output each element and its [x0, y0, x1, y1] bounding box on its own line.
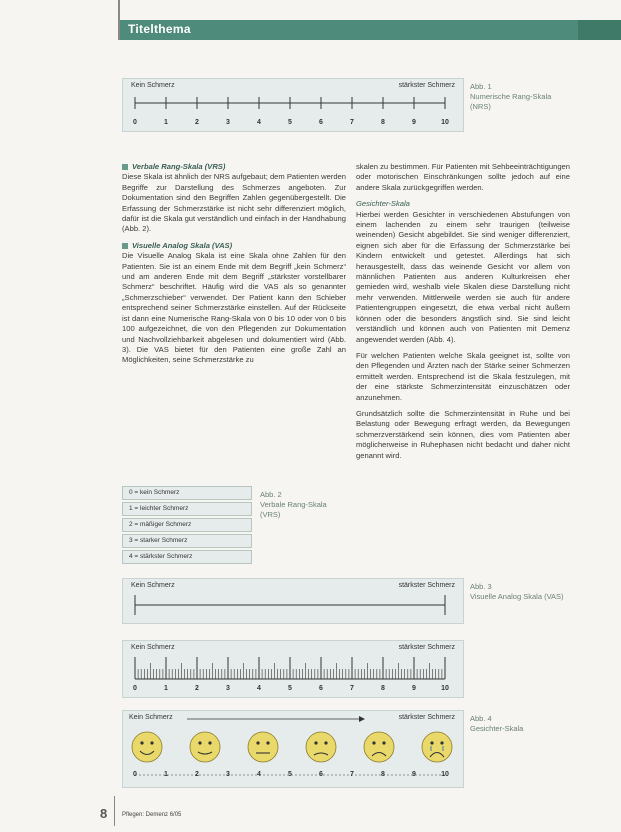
vas-numbers	[123, 685, 463, 695]
face-icon	[422, 732, 452, 762]
bullet-icon	[122, 164, 128, 170]
page-number: 8	[100, 806, 108, 821]
fig4-caption-title: Abb. 4	[470, 714, 492, 723]
vas-bottom-right-label: stärkster Schmerz	[398, 644, 455, 651]
faces-numbers	[123, 771, 463, 781]
face-icon	[248, 732, 278, 762]
nrs-number: 9	[412, 119, 416, 126]
faces-number: 10	[441, 771, 449, 778]
fig3-caption-title: Abb. 3	[470, 582, 492, 591]
fig4-caption-text: Gesichter-Skala	[470, 724, 524, 733]
face-icon	[306, 732, 336, 762]
continued-paragraph: skalen zu bestimmen. Für Patienten mit Sehbeeinträchtigungen oder motorischen Einschränkungen sollte jedoch auf eine andere Skala zurückgegriffen werden.	[356, 162, 570, 192]
header-bar	[120, 20, 600, 40]
vas-heading: Visuelle Analog Skala (VAS)	[132, 240, 233, 250]
faces-left-label: Kein Schmerz	[129, 714, 173, 721]
faces-number: 9	[412, 771, 416, 778]
vrs-heading: Verbale Rang-Skala (VRS)	[132, 162, 226, 171]
vas-heading-wrap	[122, 241, 346, 251]
faces-number: 3	[226, 771, 230, 778]
vas-number: 8	[381, 685, 385, 692]
face-icon	[364, 732, 394, 762]
nrs-number: 5	[288, 119, 292, 126]
vas-bottom-left-label: Kein Schmerz	[131, 644, 175, 651]
vas-top-left-label: Kein Schmerz	[131, 582, 175, 589]
footer-divider	[114, 796, 115, 826]
vas-number: 9	[412, 685, 416, 692]
selection-paragraph: Für welchen Patienten welche Skala geeignet ist, sollte von den Pflegenden und Ärzten nach der Stärke seiner Schmerzen ermittelt werden. Entsprechend ist die Skala festzulegen, mit der eine stärkste Schmerzintensität einzuschätzen oder anzunehmen.	[356, 350, 570, 402]
faces-figure	[122, 710, 464, 788]
vrs-heading-wrap	[122, 162, 346, 172]
nrs-scale-line	[123, 91, 463, 117]
section-title: Titelthema	[128, 22, 191, 36]
nrs-left-label: Kein Schmerz	[131, 82, 175, 89]
vrs-row: 3 = starker Schmerz	[122, 534, 252, 548]
faces-paragraph: Hierbei werden Gesichter in verschiedenen Abstufungen von einem lachenden zu einem sehr traurigen (teilweise weinenden) Gesicht abgebildet. Sie sind weniger differenziert, eignen sich aber für die Erfassung der Schmerzstärke bei Kindern entwickelt und getestet. Allerdings hat sich herausgestellt, dass das weinende Gesicht vor allem von männlichen Patienten aus anderen Kulturkreisen eher gemieden wird, weshalb viele Skalen diese Darstellung nicht mehr verwenden. Mittlerweile werden sie auch für andere Patientengruppen eingesetzt, die etwa verbal nicht äußern können oder die besonders ängstlich sind. Sie sind leicht verständlich und können auch von Patienten mit Demenz angewendet werden (Abb. 4).	[356, 209, 570, 344]
face-icon	[132, 732, 162, 762]
nrs-number: 0	[133, 119, 137, 126]
fig2-caption-text: Verbale Rang-Skala (VRS)	[260, 500, 327, 519]
fig2-caption-title: Abb. 2	[260, 490, 282, 499]
nrs-number: 3	[226, 119, 230, 126]
vas-line	[123, 591, 463, 619]
nrs-number: 1	[164, 119, 168, 126]
face-icon	[190, 732, 220, 762]
faces-number: 8	[381, 771, 385, 778]
vas-number: 7	[350, 685, 354, 692]
vrs-row: 1 = leichter Schmerz	[122, 502, 252, 516]
faces-number: 7	[350, 771, 354, 778]
faces-number: 5	[288, 771, 292, 778]
header-accent	[578, 20, 621, 40]
nrs-number: 10	[441, 119, 449, 126]
fig1-caption-text: Numerische Rang-Skala (NRS)	[470, 92, 552, 111]
vas-paragraph: Die Visuelle Analog Skala ist eine Skala ohne Zahlen für den Patienten. Sie ist an einem Ende mit dem Begriff „kein Schmerz“ und am anderen Ende mit dem Begriff „stärkster vorstellbarer Schmerz“ beschriftet. Häufig wird die VAS als so genannter „Schmerzschieber“ verwendet. Der Patient kann den Schieber entsprechend seiner Schmerzstärke einstellen. Auf der Rückseite ist dann eine Numerische Rang-Skala von 0 bis 10 oder von 0 bis 100 aufgezeichnet, die von den Pflegenden zur Dokumentation und Nachvollziehbarkeit abgelesen und dokumentiert wird (Abb. 3). Die VAS bietet für den Patienten eine große Zahl an Möglichkeiten, seine Schmerzstärke zu	[122, 251, 346, 365]
nrs-right-label: stärkster Schmerz	[398, 82, 455, 89]
vrs-row: 0 = kein Schmerz	[122, 486, 252, 500]
faces-right-label: stärkster Schmerz	[398, 714, 455, 721]
vrs-row: 2 = mäßiger Schmerz	[122, 518, 252, 532]
vas-fine-scale	[123, 653, 463, 683]
vas-number: 0	[133, 685, 137, 692]
faces-number: 2	[195, 771, 199, 778]
vas-number: 1	[164, 685, 168, 692]
vas-figure-bottom	[122, 640, 464, 698]
rest-paragraph: Grundsätzlich sollte die Schmerzintensität in Ruhe und bei Belastung oder Bewegung erfragt werden, da Bewegungen schmerzverstärkend sein können, dies vom Patienten aber möglicherweise in Ruhephasen nicht bedacht und daher nicht genannt wird.	[356, 408, 570, 460]
nrs-number: 4	[257, 119, 261, 126]
nrs-number: 7	[350, 119, 354, 126]
nrs-number: 2	[195, 119, 199, 126]
vas-number: 10	[441, 685, 449, 692]
fig1-caption-title: Abb. 1	[470, 82, 492, 91]
vas-number: 2	[195, 685, 199, 692]
vrs-row: 4 = stärkster Schmerz	[122, 550, 252, 564]
left-column	[122, 162, 346, 372]
faces-heading: Gesichter-Skala	[356, 199, 410, 209]
vas-figure-top	[122, 578, 464, 624]
fig2-caption	[260, 490, 340, 520]
faces-number: 6	[319, 771, 323, 778]
footer-text: Pflegen: Demenz 6/05	[122, 812, 182, 818]
bullet-icon	[122, 243, 128, 249]
vas-number: 6	[319, 685, 323, 692]
vas-top-right-label: stärkster Schmerz	[398, 582, 455, 589]
nrs-figure	[122, 78, 464, 132]
fig4-caption	[470, 714, 570, 734]
vrs-figure	[122, 486, 252, 566]
faces-number: 1	[164, 771, 168, 778]
faces-number: 4	[257, 771, 261, 778]
vas-number: 3	[226, 685, 230, 692]
fig1-caption	[470, 82, 570, 112]
fig3-caption	[470, 582, 570, 602]
vas-number: 4	[257, 685, 261, 692]
nrs-numbers	[123, 119, 463, 129]
fig3-caption-text: Visuelle Analog Skala (VAS)	[470, 592, 564, 601]
nrs-number: 6	[319, 119, 323, 126]
vas-number: 5	[288, 685, 292, 692]
vrs-paragraph: Diese Skala ist ähnlich der NRS aufgebaut; dem Patienten werden Begriffe zur Darstellung des Schmerzes angeboten. Zur Dokumentation sind den Begriffen Zahlen gegenübergestellt. Die Erfassung der Schmerzstärke ist nicht sehr differenziert möglich, dafür ist die Skala gut verständlich und einfach in der Handhabung (Abb. 2).	[122, 172, 346, 234]
nrs-number: 8	[381, 119, 385, 126]
right-column	[356, 162, 570, 467]
faces-number: 0	[133, 771, 137, 778]
